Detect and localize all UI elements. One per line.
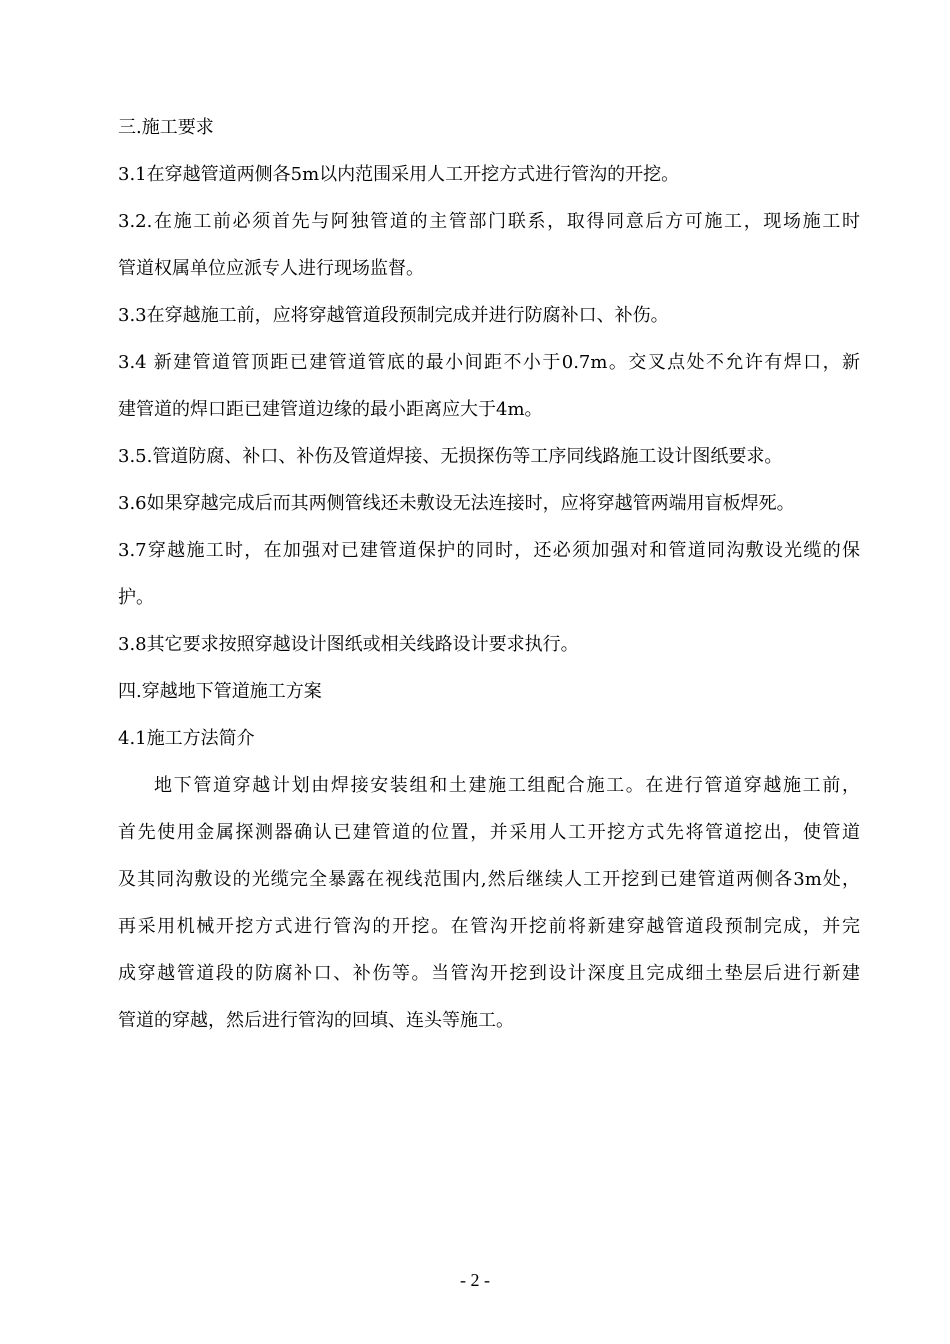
paragraph-line: 3.7穿越施工时，在加强对已建管道保护的同时，还必须加强对和管道同沟敷设光缆的保 xyxy=(118,540,860,561)
paragraph-line: 3.2.在施工前必须首先与阿独管道的主管部门联系，取得同意后方可施工，现场施工时 xyxy=(118,211,860,232)
paragraph-line: 成穿越管道段的防腐补口、补伤等。当管沟开挖到设计深度且完成细土垫层后进行新建 xyxy=(118,963,860,984)
section-heading-construction-plan: 四.穿越地下管道施工方案 xyxy=(118,681,322,702)
paragraph-line: 首先使用金属探测器确认已建管道的位置，并采用人工开挖方式先将管道挖出，使管道 xyxy=(118,822,860,843)
paragraph-line: 3.1在穿越管道两侧各5m以内范围采用人工开挖方式进行管沟的开挖。 xyxy=(118,164,680,185)
paragraph-line: 地下管道穿越计划由焊接安装组和土建施工组配合施工。在进行管道穿越施工前， xyxy=(154,775,860,796)
paragraph-line: 3.4 新建管道管顶距已建管道管底的最小间距不小于0.7m。交叉点处不允许有焊口，新 xyxy=(118,352,860,373)
section-heading-requirements: 三.施工要求 xyxy=(118,117,214,138)
paragraph-line: 及其同沟敷设的光缆完全暴露在视线范围内,然后继续人工开挖到已建管道两侧各3m处， xyxy=(118,869,860,890)
paragraph-line: 建管道的焊口距已建管道边缘的最小距离应大于4m。 xyxy=(118,399,543,420)
paragraph-line: 3.3在穿越施工前，应将穿越管道段预制完成并进行防腐补口、补伤。 xyxy=(118,305,669,326)
paragraph-line: 管道权属单位应派专人进行现场监督。 xyxy=(118,258,424,279)
paragraph-line: 护。 xyxy=(118,587,154,608)
paragraph-line: 3.5.管道防腐、补口、补伤及管道焊接、无损探伤等工序同线路施工设计图纸要求。 xyxy=(118,446,783,467)
subsection-heading-method: 4.1施工方法简介 xyxy=(118,728,255,749)
paragraph-line: 3.6如果穿越完成后而其两侧管线还未敷设无法连接时，应将穿越管两端用盲板焊死。 xyxy=(118,493,795,514)
paragraph-line: 管道的穿越，然后进行管沟的回填、连头等施工。 xyxy=(118,1010,514,1031)
page-number: - 2 - xyxy=(460,1270,490,1290)
paragraph-line: 3.8其它要求按照穿越设计图纸或相关线路设计要求执行。 xyxy=(118,634,579,655)
paragraph-line: 再采用机械开挖方式进行管沟的开挖。在管沟开挖前将新建穿越管道段预制完成，并完 xyxy=(118,916,860,937)
document-body xyxy=(118,116,860,1056)
